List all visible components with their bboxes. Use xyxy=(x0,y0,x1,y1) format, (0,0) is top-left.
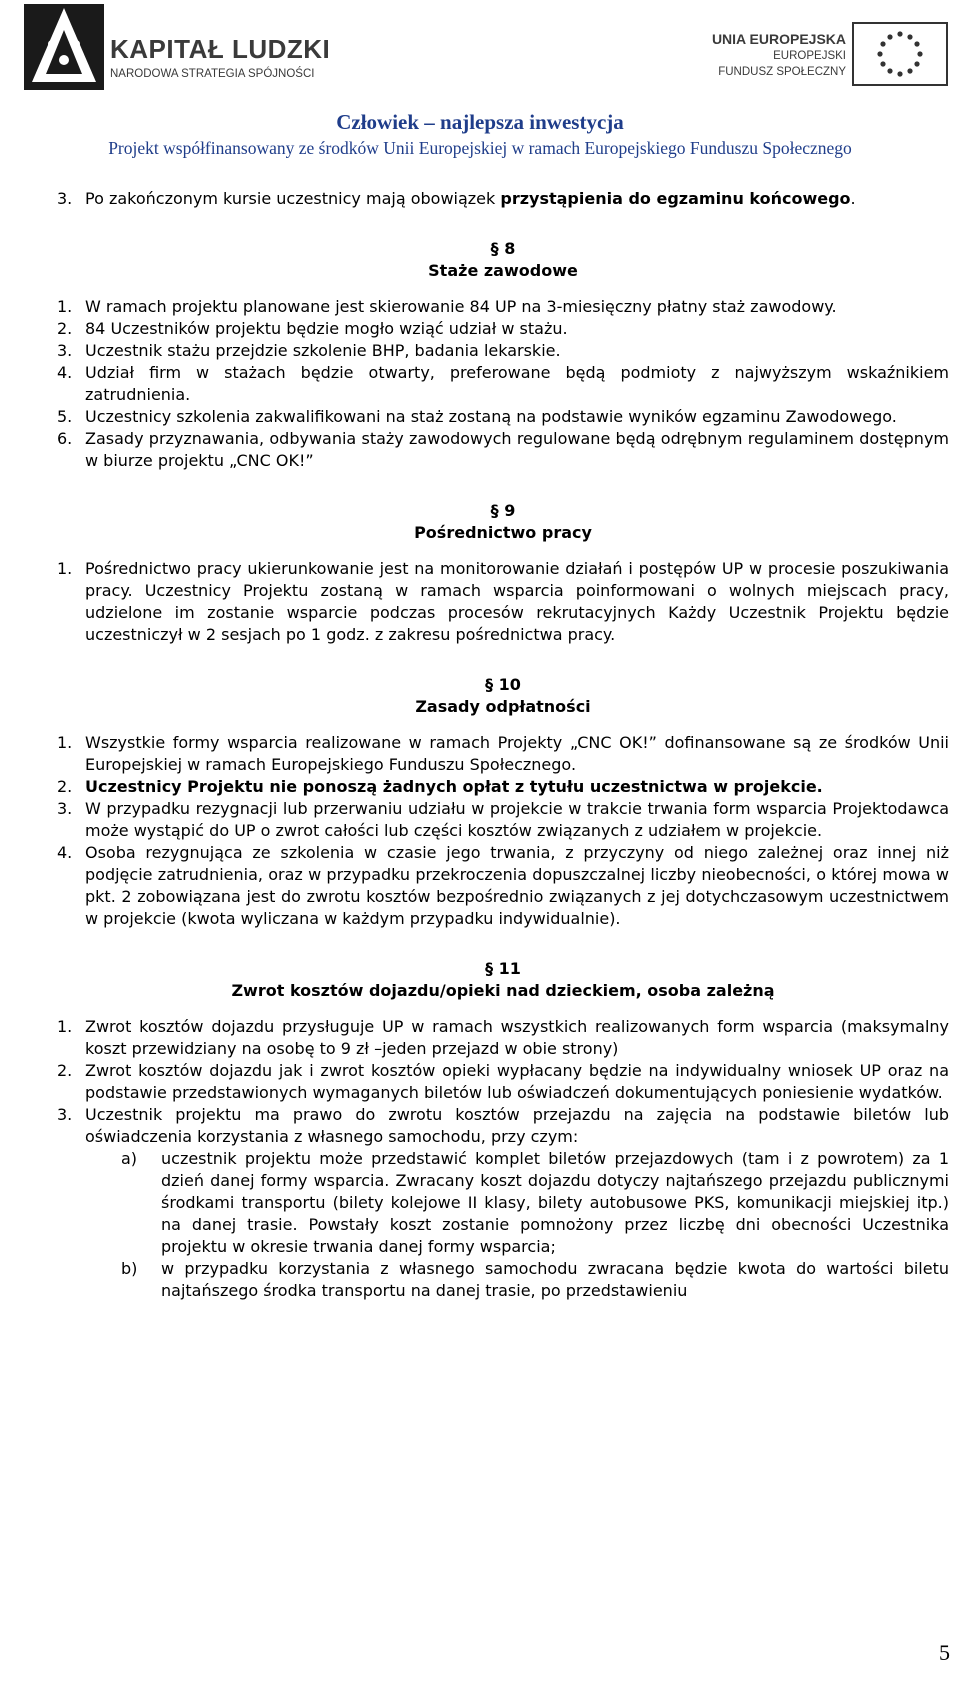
regulation-content xyxy=(57,188,949,1302)
item-text: Po zakończonym kursie uczestnicy mają obowiązek xyxy=(85,189,501,208)
section-10-list xyxy=(57,732,949,930)
item-text: Wszystkie formy wsparcia realizowane w ramach Projekty „CNC OK!” dofinansowane są ze środków Unii Europejskiej w ramach Europejskiego Funduszu Społecznego. xyxy=(85,733,949,774)
item-number: 3. xyxy=(57,799,73,818)
subitem-text: w przypadku korzystania z własnego samochodu zwracana będzie kwota do wartości biletu najtańszego środka transportu na danej trasie, po przedstawieniu xyxy=(161,1259,949,1300)
list-item xyxy=(57,362,949,406)
item-bold-text: Uczestnicy Projektu nie ponoszą żadnych opłat z tytułu uczestnictwa w projekcie. xyxy=(85,777,823,796)
section-11-list xyxy=(57,1016,949,1148)
list-item xyxy=(57,732,949,776)
eu-logo xyxy=(696,22,952,90)
item-text: Zasady przyznawania, odbywania staży zawodowych regulowane będą odrębnym regulaminem dostępnym w biurze projektu „CNC OK!” xyxy=(85,429,949,470)
list-item xyxy=(57,340,949,362)
list-item xyxy=(57,776,949,798)
item-number: 1. xyxy=(57,559,73,578)
cofinancing-line: Projekt współfinansowany ze środków Unii Europejskiej w ramach Europejskiego Funduszu Społecznego xyxy=(108,138,852,158)
eu-logo-line1: UNIA EUROPEJSKA xyxy=(711,31,846,47)
item-number: 2. xyxy=(57,319,73,338)
list-item xyxy=(57,406,949,428)
eu-flag-icon xyxy=(852,22,948,86)
item-text: Uczestnicy szkolenia zakwalifikowani na staż zostaną na podstawie wyników egzaminu Zawodowego. xyxy=(85,407,897,426)
item-number: 1. xyxy=(57,1017,73,1036)
section-11-sublist xyxy=(57,1148,949,1302)
kapital-ludzki-title: KAPITAŁ LUDZKI xyxy=(110,34,331,64)
item-number: 2. xyxy=(57,777,73,796)
item-text: Zwrot kosztów dojazdu przysługuje UP w ramach wszystkich realizowanych form wsparcia (maksymalny koszt przewidziany na osobę to 9 zł –jeden przejazd w obie strony) xyxy=(85,1017,949,1058)
item-text: 84 Uczestników projektu będzie mogło wziąć udział w stażu. xyxy=(85,319,568,338)
item-number: 1. xyxy=(57,297,73,316)
section-9-heading xyxy=(57,500,949,544)
section-title: Staże zawodowe xyxy=(428,261,578,280)
eu-logo-text xyxy=(696,30,846,80)
list-item xyxy=(57,1060,949,1104)
item-bold-text: przystąpienia do egzaminu końcowego xyxy=(500,189,851,208)
section-title: Zasady odpłatności xyxy=(415,697,591,716)
intro-list xyxy=(57,188,949,210)
section-symbol: § 9 xyxy=(490,501,516,520)
item-number: 4. xyxy=(57,843,73,862)
subitem-letter: b) xyxy=(121,1259,138,1278)
item-number: 2. xyxy=(57,1061,73,1080)
section-title: Pośrednictwo pracy xyxy=(414,523,592,542)
item-number: 5. xyxy=(57,407,73,426)
item-text: W ramach projektu planowane jest skierowanie 84 UP na 3-miesięczny płatny staż zawodowy. xyxy=(85,297,837,316)
item-number: 3. xyxy=(57,1105,73,1124)
item-text-end: . xyxy=(850,189,856,208)
item-number: 3. xyxy=(57,341,73,360)
subitem-letter: a) xyxy=(121,1149,138,1168)
item-text: Pośrednictwo pracy ukierunkowanie jest na monitorowanie działań i postępów UP w procesie poszukiwania pracy. Uczestnicy Projektu zostaną w ramach wsparcia poinformowani o wolnych miejscach pracy, udzielone im zostanie wsparcie podczas procesów rekrutacyjnych Każdy Uczestnik Projektu będzie uczestniczył w 2 sesjach po 1 godz. z zakresu pośrednictwa pracy. xyxy=(85,559,949,644)
section-symbol: § 11 xyxy=(485,959,521,978)
eu-logo-line2: EUROPEJSKI xyxy=(773,50,846,62)
section-title: Zwrot kosztów dojazdu/opieki nad dzieckiem, osoba zależną xyxy=(231,981,775,1000)
kapital-ludzki-logo xyxy=(24,4,344,90)
list-item xyxy=(57,842,949,930)
item-text: Uczestnik stażu przejdzie szkolenie BHP, badania lekarskie. xyxy=(85,341,561,360)
section-symbol: § 8 xyxy=(490,239,516,258)
section-8-heading xyxy=(57,238,949,282)
item-text: Zwrot kosztów dojazdu jak i zwrot kosztów opieki wypłacany będzie na indywidualny wniosek UP oraz na podstawie przedstawionych wymaganych biletów lub oświadczeń dokumentujących poniesienie wydatków. xyxy=(85,1061,949,1102)
item-text: Udział firm w stażach będzie otwarty, preferowane będą podmioty z najwyższym wskaźnikiem zatrudnienia. xyxy=(85,363,949,404)
section-11-heading xyxy=(57,958,949,1002)
list-item xyxy=(57,798,949,842)
page-number: 5 xyxy=(939,1640,950,1665)
eu-logo-line3: FUNDUSZ SPOŁECZNY xyxy=(718,66,846,78)
item-number: 1. xyxy=(57,733,73,752)
list-item xyxy=(57,1016,949,1060)
kapital-ludzki-subtitle: NARODOWA STRATEGIA SPÓJNOŚCI xyxy=(110,68,315,80)
section-9-list xyxy=(57,558,949,646)
item-text: Uczestnik projektu ma prawo do zwrotu kosztów przejazdu na zajęcia na podstawie biletów lub oświadczenia korzystania z własnego samochodu, przy czym: xyxy=(85,1105,949,1146)
kapital-ludzki-emblem-icon xyxy=(24,4,104,90)
motto: Człowiek – najlepsza inwestycja xyxy=(336,110,624,134)
list-item xyxy=(57,318,949,340)
item-number: 4. xyxy=(57,363,73,382)
item-number: 6. xyxy=(57,429,73,448)
sublist-item xyxy=(57,1258,949,1302)
item-text: W przypadku rezygnacji lub przerwaniu udziału w projekcie w trakcie trwania form wsparcia Projektodawca może wystąpić do UP o zwrot całości lub części kosztów związanych z udziałem w projekcie. xyxy=(85,799,949,840)
list-item xyxy=(57,1104,949,1148)
sublist-item xyxy=(57,1148,949,1258)
subitem-text: uczestnik projektu może przedstawić komplet biletów przejazdowych (tam i z powrotem) za 1 dzień danej formy wsparcia. Zwracany koszt dojazdu dotyczy najtańszego przejazdu publicznymi środkami transportu (bilety kolejowe II klasy, bilety autobusowe PKS, komunikacji miejskiej itp.) na danej trasie. Powstały koszt zostanie pomnożony przez liczbę dni obecności Uczestnika projektu w okresie trwania danej formy wsparcia; xyxy=(161,1149,949,1256)
item-text: Osoba rezygnująca ze szkolenia w czasie jego trwania, z przyczyny od niego zależnej oraz innej niż podjęcie zatrudnienia, oraz w przypadku przekroczenia dopuszczalnej liczby nieobecności, o której mowa w pkt. 2 zobowiązana jest do zwrotu kosztów bezpośrednio związanych z jej dotychczasowym uczestnictwem w projekcie (kwota wyliczana w każdym przypadku indywidualnie). xyxy=(85,843,949,928)
section-symbol: § 10 xyxy=(485,675,521,694)
list-item xyxy=(57,428,949,472)
section-8-list xyxy=(57,296,949,472)
list-item xyxy=(57,188,949,210)
list-item xyxy=(57,558,949,646)
section-10-heading xyxy=(57,674,949,718)
item-number: 3. xyxy=(57,189,73,208)
list-item xyxy=(57,296,949,318)
